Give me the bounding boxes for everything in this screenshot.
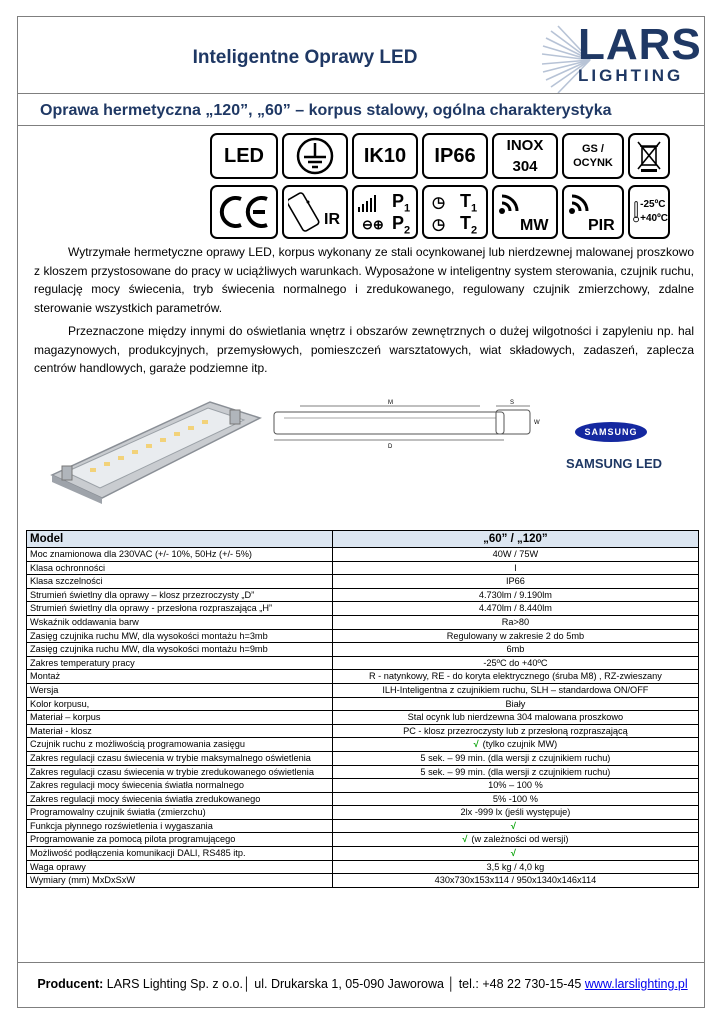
row-value-text: (tylko czujnik MW) — [482, 739, 558, 750]
power-levels-badge — [352, 185, 418, 239]
row-label: Wskaźnik oddawania barw — [27, 615, 333, 629]
table-row — [27, 575, 699, 589]
table-row — [27, 738, 699, 752]
row-value — [332, 738, 698, 752]
led-badge-label: LED — [224, 144, 264, 167]
p2-label: $P_2$ — [392, 213, 411, 237]
thermometer-icon — [633, 194, 639, 230]
row-label: Zakres regulacji czasu świecenia w trybie zredukowanego oświetlenia — [27, 765, 333, 779]
row-value: 5% -100 % — [332, 792, 698, 806]
row-value: I — [332, 561, 698, 575]
table-row — [27, 711, 699, 725]
row-label: Klasa szczelności — [27, 575, 333, 589]
footer-producer-label: Producent: — [37, 977, 104, 991]
row-value: 5 sek. – 99 min. (dla wersji z czujnikiem ruchu) — [332, 765, 698, 779]
row-value: 5 sek. – 99 min. (dla wersji z czujnikiem ruchu) — [332, 751, 698, 765]
remote-control-icon — [288, 192, 322, 232]
row-value-text: (w zależności od wersji) — [471, 834, 569, 845]
protective-earth-icon — [282, 133, 348, 179]
footer-contact-text: LARS Lighting Sp. z o.o.│ ul. Drukarska 1, 05-090 Jaworowa │ tel.: +48 22 730-15-45 — [103, 977, 585, 991]
temp-min-label: -25ºC — [640, 199, 666, 210]
row-value: PC - klosz przezroczysty lub z przesłoną rozpraszającą — [332, 724, 698, 738]
mw-label: MW — [520, 217, 549, 234]
row-label: Zakres regulacji czasu świecenia w trybie maksymalnego oświetlenia — [27, 751, 333, 765]
table-header-row — [27, 531, 699, 548]
signal-bars-icon — [358, 193, 380, 213]
table-row — [27, 629, 699, 643]
table-header-value: „60” / „120” — [332, 531, 698, 548]
inox-badge — [492, 133, 558, 179]
row-label: Programowalny czujnik światła (zmierzchu) — [27, 806, 333, 820]
row-label: Wymiary (mm) MxDxSxW — [27, 874, 333, 888]
description-text: Wytrzymałe hermetyczne oprawy LED, korpus wykonany ze stali ocynkowanej lub nierdzewnej malowanej proszkowo z kloszem przystosowane do pracy w uciążliwych warunkach. Wyposażone w inteligentny system sterowania, czujnik ruchu, regulację mocy świecenia, tryb świecenia normalnego i zredukowanego, regulowany czujnik zmierzchowy, zdalne sterowanie wszystkich parametrów. — [34, 245, 694, 315]
row-label: Waga oprawy — [27, 860, 333, 874]
table-row — [27, 643, 699, 657]
row-label: Strumień świetlny dla oprawy - przesłona rozpraszająca „H” — [27, 602, 333, 616]
row-label: Zakres regulacji mocy świecenia światła normalnego — [27, 779, 333, 793]
microwave-sensor-badge — [492, 185, 558, 239]
ir-remote-badge — [282, 185, 348, 239]
row-value: 4.730lm / 9.190lm — [332, 588, 698, 602]
gs-ocynk-badge — [562, 133, 624, 179]
row-value: -25ºC do +40ºC — [332, 656, 698, 670]
samsung-led-label: SAMSUNG LED — [566, 456, 663, 471]
table-row — [27, 548, 699, 562]
row-value — [332, 819, 698, 833]
ir-label: IR — [324, 211, 340, 228]
pir-label: PIR — [588, 217, 615, 234]
table-row — [27, 833, 699, 847]
divider — [18, 93, 704, 94]
row-value: IP66 — [332, 575, 698, 589]
table-row — [27, 751, 699, 765]
row-label: Funkcja płynnego rozświetlenia i wygaszania — [27, 819, 333, 833]
application-text: Przeznaczone między innymi do oświetlania wnętrz i obszarów zewnętrznych o dużej wilgotności i zapyleniu np. hal magazynowych, produkcyjnych, przemysłowych, pomieszczeń warsztatowych, wiat składowych, zadaszeń, zaplecza centrów handlowych, garaże podziemne itp. — [34, 324, 694, 375]
luminaire-photo — [30, 390, 270, 510]
spec-table — [26, 530, 699, 888]
table-row — [27, 683, 699, 697]
inox-grade-label: 304 — [512, 158, 538, 175]
footer — [0, 977, 725, 991]
ocynk-label: OCYNK — [573, 157, 613, 169]
row-value: 10% – 100 % — [332, 779, 698, 793]
row-value: Regulowany w zakresie 2 do 5mb — [332, 629, 698, 643]
table-row — [27, 874, 699, 888]
row-label: Programowanie za pomocą pilota programującego — [27, 833, 333, 847]
row-label: Materiał – korpus — [27, 711, 333, 725]
logo-lars-text: LARS — [578, 20, 702, 69]
table-row — [27, 765, 699, 779]
row-label: Strumień świetlny dla oprawy – klosz przezroczysty „D” — [27, 588, 333, 602]
row-label: Zakres temperatury pracy — [27, 656, 333, 670]
dim-w-label: W — [534, 420, 540, 426]
description-paragraph — [34, 243, 694, 317]
check-mark-icon: √ — [462, 834, 468, 845]
check-mark-icon: √ — [510, 848, 516, 859]
table-row — [27, 779, 699, 793]
lars-lighting-logo — [538, 20, 706, 96]
table-row — [27, 860, 699, 874]
clock-icon: ◷ — [432, 216, 446, 233]
wireless-signal-icon — [568, 191, 592, 215]
divider — [18, 125, 704, 126]
check-mark-icon: √ — [510, 820, 516, 831]
row-label: Montaż — [27, 670, 333, 684]
dim-m-label: M — [388, 400, 393, 406]
table-row — [27, 602, 699, 616]
table-row — [27, 615, 699, 629]
row-value: Ra>80 — [332, 615, 698, 629]
table-row — [27, 806, 699, 820]
table-header-label: Model — [27, 531, 333, 548]
ip-rating-label: IP66 — [434, 144, 476, 167]
row-label: Zakres regulacji mocy świecenia światła zredukowanego — [27, 792, 333, 806]
row-label: Czujnik ruchu z możliwością programowania zasięgu — [27, 738, 333, 752]
table-row — [27, 588, 699, 602]
row-label: Moc znamionowa dla 230VAC (+/- 10%, 50Hz (+/- 5%) — [27, 548, 333, 562]
table-row — [27, 561, 699, 575]
row-label: Możliwość podłączenia komunikacji DALI, RS485 itp. — [27, 847, 333, 861]
table-row — [27, 819, 699, 833]
application-paragraph — [34, 322, 694, 378]
table-row — [27, 670, 699, 684]
table-row — [27, 697, 699, 711]
product-images — [30, 390, 700, 515]
minus-plus-icon: ⊖⊕ — [362, 217, 384, 232]
divider — [18, 962, 704, 963]
page-title: Inteligentne Oprawy LED — [192, 47, 418, 68]
row-value: 430x730x153x114 / 950x1340x146x114 — [332, 874, 698, 888]
row-value — [332, 833, 698, 847]
feature-icons — [210, 133, 670, 241]
row-label: Zasięg czujnika ruchu MW, dla wysokości montażu h=9mb — [27, 643, 333, 657]
ce-mark-icon — [217, 195, 271, 229]
row-value: Stal ocynk lub nierdzewna 304 malowana proszkowo — [332, 711, 698, 725]
footer-website-link[interactable]: www.larslighting.pl — [584, 977, 688, 991]
row-label: Zasięg czujnika ruchu MW, dla wysokości montażu h=3mb — [27, 629, 333, 643]
logo-lighting-text: LIGHTING — [578, 66, 684, 85]
end-view-drawing — [490, 398, 550, 448]
temperature-range-badge — [628, 185, 670, 239]
table-row — [27, 724, 699, 738]
weee-bin-icon — [628, 133, 670, 179]
table-row — [27, 656, 699, 670]
ip-rating-badge — [422, 133, 488, 179]
row-value: ILH-Inteligentna z czujnikiem ruchu, SLH – standardowa ON/OFF — [332, 683, 698, 697]
dim-s-label: S — [510, 400, 515, 406]
row-label: Klasa ochronności — [27, 561, 333, 575]
row-value: Biały — [332, 697, 698, 711]
timer-badge — [422, 185, 488, 239]
ik-rating-badge — [352, 133, 418, 179]
samsung-logo: SAMSUNG — [575, 422, 647, 442]
ik-rating-label: IK10 — [363, 144, 407, 167]
side-view-drawing — [270, 398, 510, 458]
row-value: 3,5 kg / 4,0 kg — [332, 860, 698, 874]
pir-sensor-badge — [562, 185, 624, 239]
wireless-signal-icon — [498, 191, 522, 215]
section-subtitle: Oprawa hermetyczna „120”, „60” – korpus stalowy, ogólna charakterystyka — [40, 102, 612, 119]
row-value: R - natynkowy, RE - do koryta elektrycznego (śruba M8) , RZ-zwieszany — [332, 670, 698, 684]
check-mark-icon: √ — [473, 739, 479, 750]
ce-mark-badge — [210, 185, 278, 239]
row-label: Kolor korpusu, — [27, 697, 333, 711]
clock-icon: ◷ — [432, 194, 446, 211]
inox-label: INOX — [506, 137, 544, 154]
row-value: 6mb — [332, 643, 698, 657]
row-value — [332, 847, 698, 861]
t1-label: $T_1$ — [460, 191, 478, 215]
gs-label: GS / — [581, 143, 604, 155]
row-label: Materiał - klosz — [27, 724, 333, 738]
temp-max-label: +40ºC — [640, 213, 668, 224]
row-value: 4.470lm / 8.440lm — [332, 602, 698, 616]
row-value: 2lx -999 lx (jeśli występuje) — [332, 806, 698, 820]
table-row — [27, 847, 699, 861]
led-badge — [210, 133, 278, 179]
t2-label: $T_2$ — [460, 213, 478, 237]
table-row — [27, 792, 699, 806]
row-value: 40W / 75W — [332, 548, 698, 562]
row-label: Wersja — [27, 683, 333, 697]
dim-d-label: D — [388, 444, 393, 450]
p1-label: $P_1$ — [392, 191, 411, 215]
